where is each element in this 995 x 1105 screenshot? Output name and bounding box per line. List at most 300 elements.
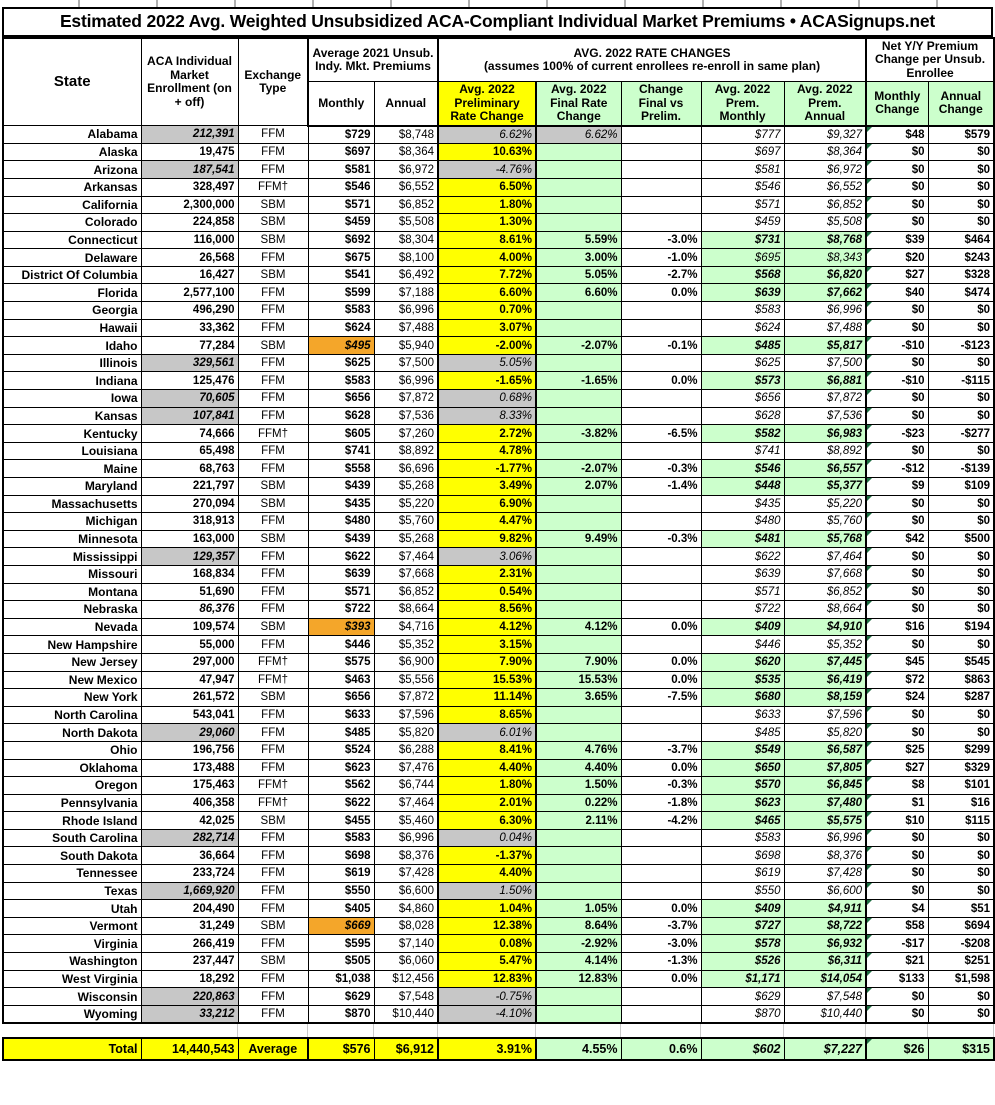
cell-2021-annual-premium[interactable]: $7,464 bbox=[374, 548, 438, 566]
cell-final-rate-change[interactable]: -2.92% bbox=[536, 935, 621, 953]
cell-2021-annual-premium[interactable]: $6,288 bbox=[374, 741, 438, 759]
cell-final-rate-change[interactable]: -1.65% bbox=[536, 372, 621, 390]
cell-2021-monthly-premium[interactable]: $697 bbox=[308, 143, 374, 161]
cell-annual-change[interactable]: $0 bbox=[928, 196, 994, 214]
cell-prelim-rate-change[interactable]: 8.33% bbox=[438, 407, 536, 425]
cell-exchange-type[interactable]: FFM bbox=[238, 847, 308, 865]
cell-2022-prem-annual[interactable]: $5,352 bbox=[784, 636, 866, 654]
cell-2021-monthly-premium[interactable]: $1,038 bbox=[308, 970, 374, 988]
cell-monthly-change[interactable]: $24 bbox=[866, 689, 928, 707]
cell-state[interactable]: Missouri bbox=[3, 565, 141, 583]
cell-2022-prem-monthly[interactable]: $628 bbox=[701, 407, 784, 425]
cell-state[interactable]: Florida bbox=[3, 284, 141, 302]
cell-change-final-vs-prelim[interactable] bbox=[621, 1005, 701, 1023]
cell-final-rate-change[interactable] bbox=[536, 302, 621, 320]
cell-state[interactable]: New Mexico bbox=[3, 671, 141, 689]
cell-enrollment[interactable]: 221,797 bbox=[141, 478, 238, 496]
cell-enrollment[interactable]: 2,577,100 bbox=[141, 284, 238, 302]
cell-enrollment[interactable]: 68,763 bbox=[141, 460, 238, 478]
cell-prelim-rate-change[interactable]: 2.01% bbox=[438, 794, 536, 812]
cell-2021-monthly-premium[interactable]: $722 bbox=[308, 601, 374, 619]
cell-change-final-vs-prelim[interactable]: 0.0% bbox=[621, 900, 701, 918]
cell-state[interactable]: New Jersey bbox=[3, 653, 141, 671]
cell-2022-prem-annual[interactable]: $5,768 bbox=[784, 530, 866, 548]
cell-monthly-change[interactable]: $72 bbox=[866, 671, 928, 689]
cell-enrollment[interactable]: 29,060 bbox=[141, 724, 238, 742]
cell-prelim-rate-change[interactable]: 7.72% bbox=[438, 266, 536, 284]
cell-monthly-change[interactable]: $58 bbox=[866, 917, 928, 935]
cell-enrollment[interactable]: 261,572 bbox=[141, 689, 238, 707]
cell-state[interactable]: Kansas bbox=[3, 407, 141, 425]
cell-change-final-vs-prelim[interactable] bbox=[621, 495, 701, 513]
cell-prelim-rate-change[interactable]: 0.54% bbox=[438, 583, 536, 601]
cell-state[interactable]: Maryland bbox=[3, 478, 141, 496]
cell-final-rate-change[interactable]: 3.65% bbox=[536, 689, 621, 707]
cell-annual-change[interactable]: -$208 bbox=[928, 935, 994, 953]
cell-state[interactable]: Virginia bbox=[3, 935, 141, 953]
cell-2022-prem-annual[interactable]: $7,480 bbox=[784, 794, 866, 812]
cell-2022-prem-annual[interactable]: $6,972 bbox=[784, 161, 866, 179]
cell-2021-monthly-premium[interactable]: $581 bbox=[308, 161, 374, 179]
cell-2022-prem-monthly[interactable]: $465 bbox=[701, 812, 784, 830]
cell-monthly-change[interactable]: -$17 bbox=[866, 935, 928, 953]
cell-state[interactable]: California bbox=[3, 196, 141, 214]
cell-2021-monthly-premium[interactable]: $625 bbox=[308, 354, 374, 372]
cell-2022-prem-monthly[interactable]: $480 bbox=[701, 513, 784, 531]
cell-monthly-change[interactable]: $0 bbox=[866, 178, 928, 196]
cell-2022-prem-monthly[interactable]: $550 bbox=[701, 882, 784, 900]
cell-2021-monthly-premium[interactable]: $562 bbox=[308, 777, 374, 795]
cell-monthly-change[interactable]: $0 bbox=[866, 847, 928, 865]
cell-2021-annual-premium[interactable]: $7,872 bbox=[374, 689, 438, 707]
cell-2022-prem-annual[interactable]: $7,805 bbox=[784, 759, 866, 777]
cell-exchange-type[interactable]: FFM bbox=[238, 460, 308, 478]
cell-prelim-rate-change[interactable]: 4.47% bbox=[438, 513, 536, 531]
cell-exchange-type[interactable]: FFM† bbox=[238, 178, 308, 196]
cell-annual-change[interactable]: $579 bbox=[928, 126, 994, 144]
cell-2022-prem-annual[interactable]: $6,996 bbox=[784, 302, 866, 320]
cell-2021-monthly-premium[interactable]: $446 bbox=[308, 636, 374, 654]
cell-change-final-vs-prelim[interactable]: -3.7% bbox=[621, 917, 701, 935]
cell-2022-prem-monthly[interactable]: $620 bbox=[701, 653, 784, 671]
cell-exchange-type[interactable]: FFM bbox=[238, 407, 308, 425]
cell-exchange-type[interactable]: FFM bbox=[238, 319, 308, 337]
cell-state[interactable]: Nevada bbox=[3, 618, 141, 636]
cell-annual-change[interactable]: $0 bbox=[928, 636, 994, 654]
cell-2022-prem-annual[interactable]: $5,508 bbox=[784, 214, 866, 232]
cell-monthly-change[interactable]: $27 bbox=[866, 266, 928, 284]
cell-2022-prem-monthly[interactable]: $570 bbox=[701, 777, 784, 795]
cell-enrollment[interactable]: 297,000 bbox=[141, 653, 238, 671]
cell-exchange-type[interactable]: FFM bbox=[238, 249, 308, 267]
cell-2022-prem-monthly[interactable]: $485 bbox=[701, 724, 784, 742]
cell-2021-annual-premium[interactable]: $4,716 bbox=[374, 618, 438, 636]
cell-prelim-rate-change[interactable]: -4.76% bbox=[438, 161, 536, 179]
cell-2022-prem-monthly[interactable]: $623 bbox=[701, 794, 784, 812]
cell-2021-monthly-premium[interactable]: $605 bbox=[308, 425, 374, 443]
cell-enrollment[interactable]: 116,000 bbox=[141, 231, 238, 249]
cell-change-final-vs-prelim[interactable]: 0.0% bbox=[621, 284, 701, 302]
cell-prelim-rate-change[interactable]: 6.30% bbox=[438, 812, 536, 830]
cell-enrollment[interactable]: 282,714 bbox=[141, 829, 238, 847]
cell-change-final-vs-prelim[interactable]: 0.0% bbox=[621, 671, 701, 689]
cell-monthly-change[interactable]: $0 bbox=[866, 882, 928, 900]
cell-prelim-rate-change[interactable]: 8.56% bbox=[438, 601, 536, 619]
cell-state[interactable]: Iowa bbox=[3, 390, 141, 408]
cell-final-rate-change[interactable]: 5.59% bbox=[536, 231, 621, 249]
cell-2022-prem-monthly[interactable]: $1,171 bbox=[701, 970, 784, 988]
cell-exchange-type[interactable]: SBM bbox=[238, 953, 308, 971]
cell-2021-monthly-premium[interactable]: $622 bbox=[308, 548, 374, 566]
cell-monthly-change[interactable]: $20 bbox=[866, 249, 928, 267]
cell-change-final-vs-prelim[interactable] bbox=[621, 601, 701, 619]
cell-change-final-vs-prelim[interactable] bbox=[621, 988, 701, 1006]
cell-2021-annual-premium[interactable]: $4,860 bbox=[374, 900, 438, 918]
cell-change-final-vs-prelim[interactable] bbox=[621, 178, 701, 196]
cell-2022-prem-monthly[interactable]: $435 bbox=[701, 495, 784, 513]
cell-2021-monthly-premium[interactable]: $698 bbox=[308, 847, 374, 865]
cell-2022-prem-annual[interactable]: $14,054 bbox=[784, 970, 866, 988]
cell-change-final-vs-prelim[interactable] bbox=[621, 390, 701, 408]
cell-annual-change[interactable]: $16 bbox=[928, 794, 994, 812]
cell-2022-prem-annual[interactable]: $6,845 bbox=[784, 777, 866, 795]
cell-2021-annual-premium[interactable]: $7,464 bbox=[374, 794, 438, 812]
cell-change-final-vs-prelim[interactable]: -7.5% bbox=[621, 689, 701, 707]
cell-state[interactable]: North Dakota bbox=[3, 724, 141, 742]
cell-2021-monthly-premium[interactable]: $729 bbox=[308, 126, 374, 144]
cell-2021-annual-premium[interactable]: $5,820 bbox=[374, 724, 438, 742]
cell-2021-monthly-premium[interactable]: $393 bbox=[308, 618, 374, 636]
cell-enrollment[interactable]: 224,858 bbox=[141, 214, 238, 232]
cell-2021-annual-premium[interactable]: $7,596 bbox=[374, 706, 438, 724]
cell-2021-monthly-premium[interactable]: $595 bbox=[308, 935, 374, 953]
cell-annual-change[interactable]: $0 bbox=[928, 882, 994, 900]
cell-2022-prem-annual[interactable]: $8,159 bbox=[784, 689, 866, 707]
cell-prelim-rate-change[interactable]: 5.05% bbox=[438, 354, 536, 372]
cell-2021-monthly-premium[interactable]: $459 bbox=[308, 214, 374, 232]
cell-prelim-rate-change[interactable]: 6.62% bbox=[438, 126, 536, 144]
cell-change-final-vs-prelim[interactable]: -3.7% bbox=[621, 741, 701, 759]
cell-final-rate-change[interactable] bbox=[536, 1005, 621, 1023]
cell-2022-prem-monthly[interactable]: $870 bbox=[701, 1005, 784, 1023]
cell-2021-monthly-premium[interactable]: $435 bbox=[308, 495, 374, 513]
cell-final-rate-change[interactable] bbox=[536, 565, 621, 583]
cell-2022-prem-monthly[interactable]: $526 bbox=[701, 953, 784, 971]
cell-enrollment[interactable]: 65,498 bbox=[141, 442, 238, 460]
cell-change-final-vs-prelim[interactable] bbox=[621, 161, 701, 179]
cell-annual-change[interactable]: $329 bbox=[928, 759, 994, 777]
cell-2021-monthly-premium[interactable]: $485 bbox=[308, 724, 374, 742]
cell-2021-annual-premium[interactable]: $7,536 bbox=[374, 407, 438, 425]
cell-2021-annual-premium[interactable]: $6,900 bbox=[374, 653, 438, 671]
cell-2021-annual-premium[interactable]: $8,028 bbox=[374, 917, 438, 935]
cell-2021-annual-premium[interactable]: $7,260 bbox=[374, 425, 438, 443]
cell-change-final-vs-prelim[interactable]: -2.7% bbox=[621, 266, 701, 284]
cell-exchange-type[interactable]: FFM† bbox=[238, 777, 308, 795]
cell-2021-monthly-premium[interactable]: $546 bbox=[308, 178, 374, 196]
cell-annual-change[interactable]: $0 bbox=[928, 513, 994, 531]
cell-final-rate-change[interactable] bbox=[536, 354, 621, 372]
cell-2022-prem-monthly[interactable]: $624 bbox=[701, 319, 784, 337]
cell-enrollment[interactable]: 70,605 bbox=[141, 390, 238, 408]
cell-annual-change[interactable]: -$115 bbox=[928, 372, 994, 390]
cell-change-final-vs-prelim[interactable]: -0.3% bbox=[621, 777, 701, 795]
cell-2021-monthly-premium[interactable]: $622 bbox=[308, 794, 374, 812]
cell-prelim-rate-change[interactable]: 1.50% bbox=[438, 882, 536, 900]
total-enrollment[interactable]: 14,440,543 bbox=[141, 1038, 238, 1060]
cell-2022-prem-annual[interactable]: $6,996 bbox=[784, 829, 866, 847]
cell-2022-prem-annual[interactable]: $5,817 bbox=[784, 337, 866, 355]
cell-exchange-type[interactable]: FFM† bbox=[238, 425, 308, 443]
cell-change-final-vs-prelim[interactable] bbox=[621, 706, 701, 724]
cell-enrollment[interactable]: 168,834 bbox=[141, 565, 238, 583]
cell-annual-change[interactable]: $0 bbox=[928, 354, 994, 372]
cell-2021-monthly-premium[interactable]: $675 bbox=[308, 249, 374, 267]
cell-2022-prem-annual[interactable]: $4,911 bbox=[784, 900, 866, 918]
cell-state[interactable]: Rhode Island bbox=[3, 812, 141, 830]
cell-change-final-vs-prelim[interactable]: -1.0% bbox=[621, 249, 701, 267]
cell-2022-prem-annual[interactable]: $5,575 bbox=[784, 812, 866, 830]
cell-change-final-vs-prelim[interactable] bbox=[621, 196, 701, 214]
cell-2022-prem-monthly[interactable]: $481 bbox=[701, 530, 784, 548]
cell-change-final-vs-prelim[interactable]: 0.0% bbox=[621, 653, 701, 671]
cell-2022-prem-annual[interactable]: $8,364 bbox=[784, 143, 866, 161]
cell-enrollment[interactable]: 175,463 bbox=[141, 777, 238, 795]
cell-exchange-type[interactable]: FFM bbox=[238, 601, 308, 619]
cell-final-rate-change[interactable]: 4.40% bbox=[536, 759, 621, 777]
cell-enrollment[interactable]: 270,094 bbox=[141, 495, 238, 513]
cell-final-rate-change[interactable] bbox=[536, 724, 621, 742]
cell-monthly-change[interactable]: -$12 bbox=[866, 460, 928, 478]
cell-monthly-change[interactable]: $1 bbox=[866, 794, 928, 812]
cell-annual-change[interactable]: $0 bbox=[928, 865, 994, 883]
cell-2022-prem-annual[interactable]: $7,500 bbox=[784, 354, 866, 372]
cell-monthly-change[interactable]: -$23 bbox=[866, 425, 928, 443]
cell-prelim-rate-change[interactable]: 6.01% bbox=[438, 724, 536, 742]
cell-2022-prem-annual[interactable]: $5,820 bbox=[784, 724, 866, 742]
cell-prelim-rate-change[interactable]: 2.31% bbox=[438, 565, 536, 583]
cell-state[interactable]: Utah bbox=[3, 900, 141, 918]
cell-annual-change[interactable]: -$139 bbox=[928, 460, 994, 478]
cell-2021-annual-premium[interactable]: $7,668 bbox=[374, 565, 438, 583]
cell-monthly-change[interactable]: $0 bbox=[866, 548, 928, 566]
cell-2021-annual-premium[interactable]: $6,972 bbox=[374, 161, 438, 179]
cell-state[interactable]: Wyoming bbox=[3, 1005, 141, 1023]
cell-annual-change[interactable]: $474 bbox=[928, 284, 994, 302]
cell-state[interactable]: South Dakota bbox=[3, 847, 141, 865]
cell-2022-prem-annual[interactable]: $6,820 bbox=[784, 266, 866, 284]
cell-annual-change[interactable]: $500 bbox=[928, 530, 994, 548]
cell-exchange-type[interactable]: SBM bbox=[238, 495, 308, 513]
cell-2021-monthly-premium[interactable]: $505 bbox=[308, 953, 374, 971]
cell-2022-prem-monthly[interactable]: $656 bbox=[701, 390, 784, 408]
cell-2021-annual-premium[interactable]: $7,476 bbox=[374, 759, 438, 777]
cell-prelim-rate-change[interactable]: 12.38% bbox=[438, 917, 536, 935]
cell-enrollment[interactable]: 74,666 bbox=[141, 425, 238, 443]
cell-monthly-change[interactable]: $16 bbox=[866, 618, 928, 636]
cell-2021-monthly-premium[interactable]: $623 bbox=[308, 759, 374, 777]
cell-2021-annual-premium[interactable]: $5,268 bbox=[374, 478, 438, 496]
cell-monthly-change[interactable]: $0 bbox=[866, 724, 928, 742]
cell-2021-annual-premium[interactable]: $8,376 bbox=[374, 847, 438, 865]
cell-annual-change[interactable]: $287 bbox=[928, 689, 994, 707]
cell-2021-monthly-premium[interactable]: $633 bbox=[308, 706, 374, 724]
cell-2021-monthly-premium[interactable]: $550 bbox=[308, 882, 374, 900]
cell-annual-change[interactable]: $0 bbox=[928, 143, 994, 161]
cell-2022-prem-monthly[interactable]: $485 bbox=[701, 337, 784, 355]
cell-change-final-vs-prelim[interactable] bbox=[621, 865, 701, 883]
cell-change-final-vs-prelim[interactable] bbox=[621, 636, 701, 654]
cell-prelim-rate-change[interactable]: -0.75% bbox=[438, 988, 536, 1006]
cell-monthly-change[interactable]: $0 bbox=[866, 1005, 928, 1023]
cell-annual-change[interactable]: $0 bbox=[928, 724, 994, 742]
cell-state[interactable]: Alabama bbox=[3, 126, 141, 144]
cell-exchange-type[interactable]: FFM bbox=[238, 354, 308, 372]
cell-2022-prem-annual[interactable]: $6,852 bbox=[784, 196, 866, 214]
total-annual-change[interactable]: $315 bbox=[928, 1038, 994, 1060]
cell-2022-prem-annual[interactable]: $9,327 bbox=[784, 126, 866, 144]
cell-2022-prem-annual[interactable]: $8,376 bbox=[784, 847, 866, 865]
cell-exchange-type[interactable]: SBM bbox=[238, 812, 308, 830]
cell-annual-change[interactable]: $0 bbox=[928, 548, 994, 566]
cell-exchange-type[interactable]: FFM bbox=[238, 741, 308, 759]
cell-state[interactable]: Illinois bbox=[3, 354, 141, 372]
cell-enrollment[interactable]: 77,284 bbox=[141, 337, 238, 355]
cell-prelim-rate-change[interactable]: 0.08% bbox=[438, 935, 536, 953]
cell-enrollment[interactable]: 187,541 bbox=[141, 161, 238, 179]
cell-final-rate-change[interactable]: 4.12% bbox=[536, 618, 621, 636]
cell-final-rate-change[interactable] bbox=[536, 143, 621, 161]
cell-2021-monthly-premium[interactable]: $439 bbox=[308, 478, 374, 496]
cell-final-rate-change[interactable] bbox=[536, 161, 621, 179]
cell-annual-change[interactable]: $194 bbox=[928, 618, 994, 636]
cell-annual-change[interactable]: $464 bbox=[928, 231, 994, 249]
cell-final-rate-change[interactable] bbox=[536, 178, 621, 196]
cell-monthly-change[interactable]: $133 bbox=[866, 970, 928, 988]
cell-prelim-rate-change[interactable]: 1.30% bbox=[438, 214, 536, 232]
cell-2021-annual-premium[interactable]: $5,940 bbox=[374, 337, 438, 355]
cell-2022-prem-annual[interactable]: $6,552 bbox=[784, 178, 866, 196]
cell-2021-monthly-premium[interactable]: $741 bbox=[308, 442, 374, 460]
cell-2021-annual-premium[interactable]: $6,600 bbox=[374, 882, 438, 900]
total-label[interactable]: Total bbox=[3, 1038, 141, 1060]
cell-2022-prem-annual[interactable]: $7,488 bbox=[784, 319, 866, 337]
cell-final-rate-change[interactable] bbox=[536, 407, 621, 425]
cell-monthly-change[interactable]: $9 bbox=[866, 478, 928, 496]
cell-enrollment[interactable]: 496,290 bbox=[141, 302, 238, 320]
cell-enrollment[interactable]: 55,000 bbox=[141, 636, 238, 654]
cell-change-final-vs-prelim[interactable]: -6.5% bbox=[621, 425, 701, 443]
cell-state[interactable]: Delaware bbox=[3, 249, 141, 267]
cell-2022-prem-monthly[interactable]: $571 bbox=[701, 583, 784, 601]
cell-change-final-vs-prelim[interactable]: 0.0% bbox=[621, 759, 701, 777]
cell-monthly-change[interactable]: $0 bbox=[866, 354, 928, 372]
cell-final-rate-change[interactable] bbox=[536, 847, 621, 865]
cell-state[interactable]: Oregon bbox=[3, 777, 141, 795]
cell-exchange-type[interactable]: FFM bbox=[238, 759, 308, 777]
cell-2021-annual-premium[interactable]: $6,060 bbox=[374, 953, 438, 971]
cell-monthly-change[interactable]: $39 bbox=[866, 231, 928, 249]
cell-2021-annual-premium[interactable]: $5,760 bbox=[374, 513, 438, 531]
cell-change-final-vs-prelim[interactable]: 0.0% bbox=[621, 970, 701, 988]
cell-annual-change[interactable]: $545 bbox=[928, 653, 994, 671]
cell-final-rate-change[interactable] bbox=[536, 988, 621, 1006]
cell-2022-prem-monthly[interactable]: $578 bbox=[701, 935, 784, 953]
cell-2022-prem-annual[interactable]: $8,343 bbox=[784, 249, 866, 267]
cell-final-rate-change[interactable]: 0.22% bbox=[536, 794, 621, 812]
cell-exchange-type[interactable]: SBM bbox=[238, 618, 308, 636]
cell-monthly-change[interactable]: $27 bbox=[866, 759, 928, 777]
cell-exchange-type[interactable]: FFM bbox=[238, 390, 308, 408]
cell-2021-annual-premium[interactable]: $6,852 bbox=[374, 196, 438, 214]
cell-final-rate-change[interactable] bbox=[536, 319, 621, 337]
cell-monthly-change[interactable]: $0 bbox=[866, 829, 928, 847]
cell-change-final-vs-prelim[interactable]: -3.0% bbox=[621, 231, 701, 249]
cell-change-final-vs-prelim[interactable] bbox=[621, 407, 701, 425]
cell-state[interactable]: Texas bbox=[3, 882, 141, 900]
cell-state[interactable]: Nebraska bbox=[3, 601, 141, 619]
cell-exchange-type[interactable]: SBM bbox=[238, 266, 308, 284]
cell-2021-monthly-premium[interactable]: $480 bbox=[308, 513, 374, 531]
cell-enrollment[interactable]: 163,000 bbox=[141, 530, 238, 548]
cell-exchange-type[interactable]: FFM bbox=[238, 882, 308, 900]
cell-2022-prem-monthly[interactable]: $695 bbox=[701, 249, 784, 267]
cell-monthly-change[interactable]: $0 bbox=[866, 636, 928, 654]
cell-monthly-change[interactable]: $25 bbox=[866, 741, 928, 759]
cell-state[interactable]: Georgia bbox=[3, 302, 141, 320]
total-2021-annual[interactable]: $6,912 bbox=[374, 1038, 438, 1060]
cell-2022-prem-monthly[interactable]: $573 bbox=[701, 372, 784, 390]
cell-enrollment[interactable]: 129,357 bbox=[141, 548, 238, 566]
cell-state[interactable]: Indiana bbox=[3, 372, 141, 390]
cell-annual-change[interactable]: $0 bbox=[928, 390, 994, 408]
total-monthly-change[interactable] bbox=[866, 1038, 928, 1060]
cell-exchange-type[interactable]: SBM bbox=[238, 337, 308, 355]
cell-2021-annual-premium[interactable]: $8,100 bbox=[374, 249, 438, 267]
cell-enrollment[interactable]: 2,300,000 bbox=[141, 196, 238, 214]
cell-state[interactable]: West Virginia bbox=[3, 970, 141, 988]
cell-annual-change[interactable]: $251 bbox=[928, 953, 994, 971]
cell-prelim-rate-change[interactable]: 1.04% bbox=[438, 900, 536, 918]
cell-exchange-type[interactable]: SBM bbox=[238, 917, 308, 935]
cell-2021-monthly-premium[interactable]: $870 bbox=[308, 1005, 374, 1023]
cell-monthly-change[interactable]: $0 bbox=[866, 565, 928, 583]
cell-change-final-vs-prelim[interactable]: -3.0% bbox=[621, 935, 701, 953]
cell-2022-prem-monthly[interactable]: $409 bbox=[701, 618, 784, 636]
cell-final-rate-change[interactable]: 1.05% bbox=[536, 900, 621, 918]
cell-final-rate-change[interactable]: 7.90% bbox=[536, 653, 621, 671]
cell-2021-monthly-premium[interactable]: $558 bbox=[308, 460, 374, 478]
cell-state[interactable]: Alaska bbox=[3, 143, 141, 161]
cell-2022-prem-annual[interactable]: $8,664 bbox=[784, 601, 866, 619]
cell-enrollment[interactable]: 33,362 bbox=[141, 319, 238, 337]
cell-enrollment[interactable]: 33,212 bbox=[141, 1005, 238, 1023]
cell-final-rate-change[interactable]: 1.50% bbox=[536, 777, 621, 795]
cell-change-final-vs-prelim[interactable] bbox=[621, 302, 701, 320]
cell-final-rate-change[interactable] bbox=[536, 390, 621, 408]
cell-2021-annual-premium[interactable]: $8,664 bbox=[374, 601, 438, 619]
cell-exchange-type[interactable]: FFM bbox=[238, 161, 308, 179]
cell-final-rate-change[interactable]: 9.49% bbox=[536, 530, 621, 548]
cell-final-rate-change[interactable]: 2.11% bbox=[536, 812, 621, 830]
cell-2022-prem-monthly[interactable]: $446 bbox=[701, 636, 784, 654]
cell-final-rate-change[interactable]: 12.83% bbox=[536, 970, 621, 988]
cell-annual-change[interactable]: $0 bbox=[928, 214, 994, 232]
cell-2021-annual-premium[interactable]: $6,744 bbox=[374, 777, 438, 795]
cell-monthly-change[interactable]: $0 bbox=[866, 601, 928, 619]
cell-2022-prem-annual[interactable]: $6,881 bbox=[784, 372, 866, 390]
cell-monthly-change[interactable]: $0 bbox=[866, 442, 928, 460]
